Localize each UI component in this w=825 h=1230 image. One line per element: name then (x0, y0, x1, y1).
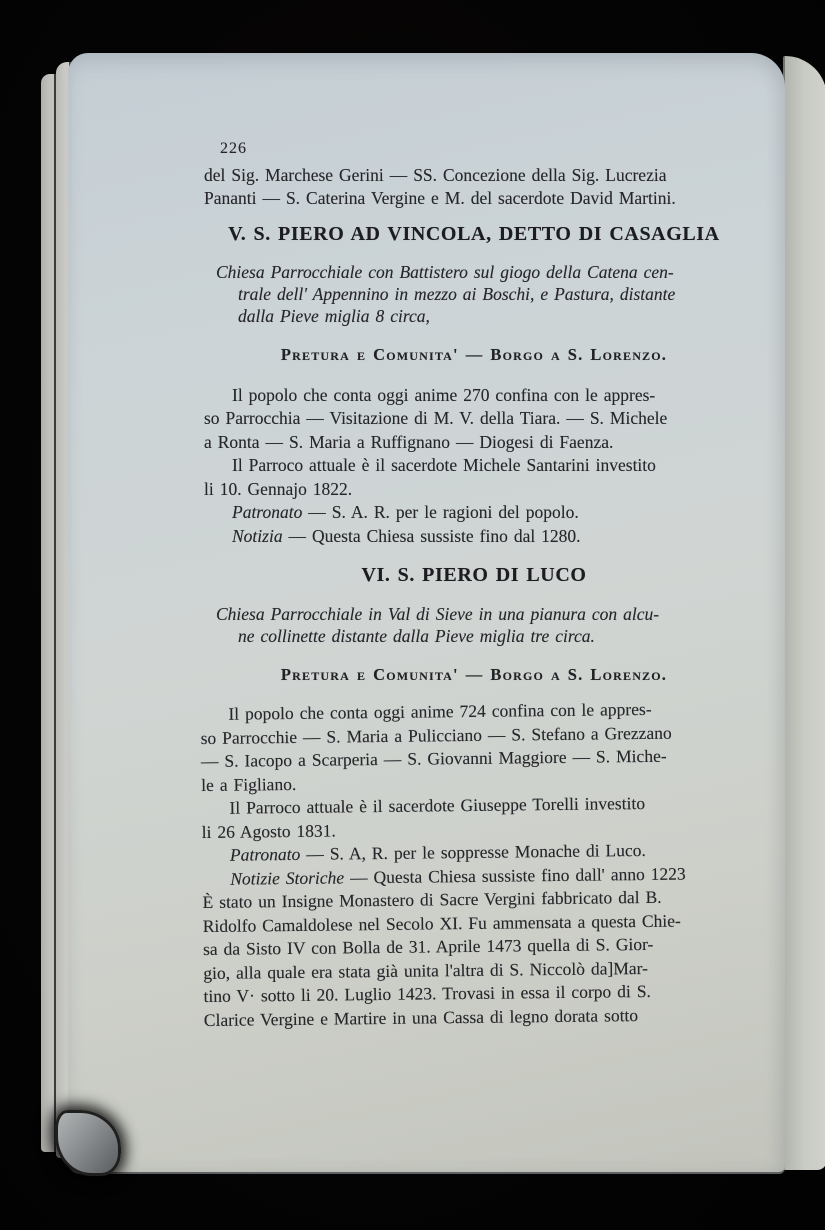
section-vi-body (200, 697, 744, 1032)
section-v-body (204, 384, 744, 549)
text-line: trale dell' Appennino in mezzo ai Boschi, e Pastura, distante (238, 284, 676, 304)
section-v-subtitle (204, 261, 744, 327)
section-vi-subtitle (204, 603, 744, 647)
text-line: Patronato — S. A. R. per le ragioni del popolo. (232, 502, 579, 522)
text-line: Ridolfo Camaldolese nel Secolo XI. Fu ammensata a questa Chie- (202, 910, 681, 936)
italic-lead: Patronato (232, 502, 303, 522)
text-line: del Sig. Marchese Gerini — SS. Concezione della Sig. Lucrezia (204, 164, 667, 185)
text-line: li 26 Agosto 1831. (201, 819, 336, 842)
text-line: Patronato — S. A, R. per le soppresse Monache di Luco. (229, 839, 646, 865)
text-column (200, 137, 744, 1032)
text-line: Il popolo che conta oggi anime 270 confina con le appres- (232, 384, 656, 405)
adjacent-page (783, 56, 825, 1170)
section-v-heading: V. S. PIERO AD VINCOLA, DETTO DI CASAGLIA (228, 222, 720, 245)
text-line: so Parrocchie — S. Maria a Pulicciano — S. Stefano a Grezzano (200, 722, 672, 748)
italic-lead: Patronato (229, 843, 301, 865)
text-line: Chiesa Parrocchiale con Battistero sul giogo della Catena cen- (216, 262, 674, 282)
text-line: dalla Pieve miglia 8 circa, (238, 306, 430, 326)
text-line: È stato un Insigne Monastero di Sacre Vergini fabbricato dal B. (202, 886, 662, 913)
book-page-edge-outer (41, 74, 56, 1152)
section-v-jurisdiction: Pretura e Comunita' — Borgo a S. Lorenzo. (280, 345, 668, 364)
book-page (68, 53, 785, 1172)
text-line: Il Parroco attuale è il sacerdote Michele Santarini investito (232, 455, 656, 475)
text-line: ne collinette distante dalla Pieve miglia tre circa. (238, 625, 595, 646)
text-line: — S. Iacopo a Scarperia — S. Giovanni Maggiore — S. Miche- (200, 745, 667, 772)
text-line: Notizia — Questa Chiesa sussiste fino dal 1280. (232, 525, 581, 546)
text-line: li 10. Gennajo 1822. (204, 478, 353, 499)
italic-lead: Notizia (232, 525, 283, 546)
text-line: a Ronta — S. Maria a Ruffignano — Diogesi di Faenza. (204, 431, 614, 452)
section-vi-jurisdiction: Pretura e Comunita' — Borgo a S. Lorenzo. (280, 664, 668, 684)
carryover-paragraph (204, 164, 744, 211)
section-vi (200, 564, 744, 1032)
text-line: sa da Sisto IV con Bolla de 31. Aprile 1473 quella di S. Gior- (202, 933, 654, 960)
text-line: so Parrocchia — Visitazione di M. V. della Tiara. — S. Michele (204, 408, 668, 428)
text-line: le a Figliano. (201, 773, 297, 795)
section-v (204, 223, 744, 549)
text-line: gio, alla quale era stata già unita l'altra di S. Niccolò da]Mar- (203, 957, 649, 983)
text-line: Pananti — S. Caterina Vergine e M. del sacerdote David Martini. (204, 188, 676, 208)
text-line: Chiesa Parrocchiale in Val di Sieve in una pianura con alcu- (216, 603, 660, 624)
italic-lead: Notizie Storiche (230, 866, 345, 889)
text-line: tino V· sotto li 20. Luglio 1423. Trovasi in essa il corpo di S. (203, 980, 651, 1007)
text-line: Clarice Vergine e Martire in una Cassa di legno dorata sotto (203, 1004, 639, 1030)
text-line: Il Parroco attuale è il sacerdote Giuseppe Torelli investito (229, 792, 646, 818)
text-line: Il popolo che conta oggi anime 724 confina con le appres- (228, 698, 652, 724)
page-number: 226 (220, 140, 247, 157)
section-vi-heading: VI. S. PIERO DI LUCO (361, 564, 587, 586)
text-line: Notizie Storiche — Questa Chiesa sussiste fino dall' anno 1223 (230, 863, 686, 889)
